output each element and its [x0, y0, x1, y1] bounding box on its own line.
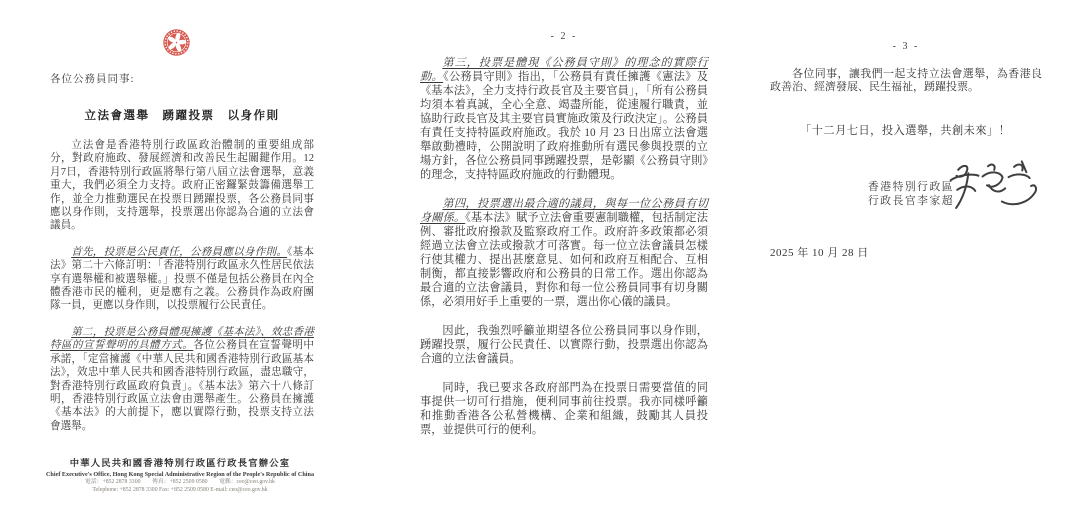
page-1 — [0, 0, 360, 509]
paragraph-text: 因此，我強烈呼籲並期望各位公務員同事以身作則，踴躍投票，履行公民責任、以實際行動，投票選出你認為合適的立法會議員。 — [420, 325, 708, 365]
paragraph — [420, 56, 708, 182]
page-2 — [360, 0, 745, 509]
paragraph — [420, 381, 708, 437]
page-3-body — [770, 68, 1042, 95]
hksar-emblem-icon — [160, 26, 193, 59]
page-number: - 2 - — [550, 31, 578, 42]
paragraph — [770, 68, 1042, 95]
paragraph-lead: 第二，投票是公務員體現擁護《基本法》、效忠香港特區的宣誓聲明的具體方式。 — [50, 326, 314, 352]
signoff-block — [868, 181, 954, 208]
contact-line-en: Telephone: +852 2878 3300 Fax: +852 2509 0580 E-mail: ceo@ceo.gov.hk — [92, 486, 268, 493]
letter-title: 立法會選舉 踴躍投票 以身作則 — [84, 110, 280, 122]
paragraph — [420, 197, 708, 309]
paragraph-text: 《基本法》第二十六條訂明：「香港特別行政區永久性居民依法享有選舉權和被選舉權。」投票不僅是包括公務員在內全體香港市民的權利，更是應有之義。公務員作為政府團隊一員，更應以身作則，以投票履行公民責任。 — [50, 246, 314, 312]
office-name-en: Chief Executive's Office, Hong Kong Special Administrative Region of the People's Republic of China — [45, 471, 315, 478]
salutation: 各位公務員同事: — [50, 74, 135, 85]
office-name-zh: 中華人民共和國香港特別行政區行政長官辦公室 — [69, 459, 291, 469]
paragraph-text: 立法會是香港特別行政區政治體制的重要組成部分，對政府施政、發展經濟和改善民生起關鍵作用。12月7日，香港特別行政區將舉行第八屆立法會選舉，意義重大，我們必須全力支持。政府正密鑼緊鼓籌備選舉工作，並全力推動選民在投票日踴躍投票，各公務員同事應以身作則，支持選舉，投票選出你認為合適的立法會議員。 — [50, 140, 314, 232]
page-2-body — [420, 56, 708, 437]
office-footer — [0, 459, 360, 494]
paragraph — [50, 139, 314, 233]
signoff-name: 行政長官李家超 — [868, 194, 955, 207]
page-3 — [745, 0, 1080, 509]
date: 2025 年 10 月 28 日 — [770, 247, 869, 259]
slogan: 「十二月七日，投入選舉，共創未來」！ — [800, 125, 1011, 137]
contact-line-zh: 電話：+852 2878 3300 傳真：+852 2509 0580 電郵：ceo@ceo.gov.hk — [85, 479, 275, 485]
paragraph — [50, 246, 314, 313]
signature-handwriting — [944, 156, 1042, 216]
paragraph-text: 各位公務員在宣誓聲明中承諾，「定當擁護《中華人民共和國香港特別行政區基本法》，效忠中華人民共和國香港特別行政區，盡忠職守，對香港特別行政區政府負責」。《基本法》第六十八條訂明，香港特別行政區立法會由選舉產生。公務員在擁護《基本法》的大前提下，應以實際行動，投票支持立法會選舉。 — [50, 340, 315, 432]
paragraph-text: 各位同事，讓我們一起支持立法會選舉，為香港良政善治、經濟發展、民生福祉，踴躍投票。 — [770, 68, 1042, 94]
paragraph-text: 《公務員守則》指出，「公務員有責任擁護《憲法》及《基本法》，全力支持行政長官及主要官員」，「所有公務員均須本着真誠，全心全意、竭盡所能，從速履行職責，並協助行政長官及其主要官員實施政策及行政決定」。公務員有責任支持特區政府施政。我於 10 月 23 日出席立法會選舉啟動禮時，公開說明了政府推動所有選民參與投票的立場方針，各位公務員同事踴躍投票，是彰顯《公務員守則》的理念，支持特區政府施政的行動體現。 — [420, 71, 708, 181]
page-1-body — [50, 139, 314, 433]
page-number: - 3 - — [892, 41, 920, 52]
paragraph-lead: 第三，投票是體現《公務員守則》的理念的實際行動。 — [420, 57, 708, 83]
paragraph-lead: 第四，投票選出最合適的議員，與每一位公務員有切身關係。 — [420, 198, 708, 224]
paragraph — [420, 324, 708, 366]
paragraph-text: 《基本法》賦予立法會重要憲制職權，包括制定法例、審批政府撥款及監察政府工作。政府許多政策都必須經過立法會立法或撥款才可落實。每一位立法會議員怎樣行使其權力、提出甚麼意見、如何和政府互相配合、互相制衡，都直接影響政府和公務員的日常工作。選出你認為最合適的立法會議員，對你和每一位公務員同事有切身關係，必須用好手上重要的一票，選出你心儀的議員。 — [420, 212, 708, 308]
paragraph — [50, 326, 314, 433]
paragraph-text: 同時，我已要求各政府部門為在投票日需要當值的同事提供一切可行措施，便利同事前往投票。我亦同樣呼籲和推動香港各公私營機構、企業和組織，鼓勵其人員投票，並提供可行的便利。 — [420, 382, 708, 436]
paragraph-lead: 首先，投票是公民責任，公務員應以身作則。 — [71, 246, 288, 258]
signoff-org: 香港特別行政區 — [868, 181, 955, 193]
